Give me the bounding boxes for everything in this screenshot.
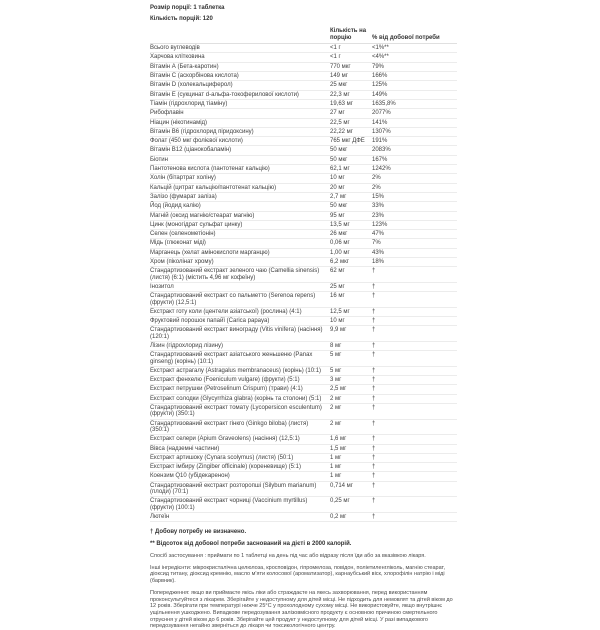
table-row xyxy=(150,513,457,522)
table-row xyxy=(150,109,457,118)
nutrient-name: Холін (бітартрат холіну) xyxy=(150,175,216,182)
nutrient-amount: 16 мг xyxy=(330,293,345,300)
nutrient-amount: 50 мкг xyxy=(330,147,348,154)
nutrient-daily-value: 79% xyxy=(372,63,385,70)
nutrient-daily-value: † xyxy=(372,498,376,505)
nutrient-amount: 13,5 мг xyxy=(330,221,350,228)
nutrient-name: Мідь (глюконат міді) xyxy=(150,240,206,247)
column-header-daily-value: % від добової потреби xyxy=(372,34,440,41)
table-row xyxy=(150,292,457,308)
nutrient-name: Харчова клітковина xyxy=(150,54,205,61)
nutrient-name: Стандартизований екстракт со пальметто (Serenoa repens) (фрукти) (12,5:1) xyxy=(150,293,316,306)
nutrient-amount: 20 мг xyxy=(330,184,345,191)
table-row xyxy=(150,472,457,481)
nutrient-daily-value: † xyxy=(372,342,376,349)
nutrient-name: Стандартизований екстракт чорниці (Vaccinium myrtillus) (фрукти) (100:1) xyxy=(150,498,308,511)
nutrient-name: Стандартизований екстракт томату (Lycopersicon esculentum) (фрукти) (350:1) xyxy=(150,405,322,418)
table-row xyxy=(150,230,457,239)
nutrient-name: Вівса (надземні частини) xyxy=(150,445,220,452)
nutrient-daily-value: † xyxy=(372,482,376,489)
nutrient-name: Стандартизований екстракт азіатського женьшеню (Panax ginseng) (корінь) (10:1) xyxy=(150,352,313,365)
nutrient-amount: 0,714 мг xyxy=(330,482,353,489)
nutrient-daily-value: 167% xyxy=(372,156,388,163)
nutrient-name: Тіамін (гідрохлорид тіаміну) xyxy=(150,100,228,107)
table-row xyxy=(150,81,457,90)
table-row xyxy=(150,342,457,351)
table-row xyxy=(150,202,457,211)
nutrient-name: Всього вуглеводів xyxy=(150,45,200,52)
nutrient-name: Вітамін B12 (ціанокобаламін) xyxy=(150,147,232,154)
nutrient-name: Стандартизований екстракт винограду (Vitis vinifera) (насіння) (120:1) xyxy=(150,327,323,340)
nutrient-daily-value: 1242% xyxy=(372,166,391,173)
nutrient-daily-value: 47% xyxy=(372,231,385,238)
table-row xyxy=(150,385,457,394)
nutrient-amount: 95 мг xyxy=(330,212,345,219)
nutrient-amount: <1 г xyxy=(330,45,341,52)
nutrient-amount: 770 мкг xyxy=(330,63,351,70)
nutrient-amount: 2 мг xyxy=(330,405,342,412)
nutrient-daily-value: 166% xyxy=(372,73,388,80)
nutrient-amount: 27 мг xyxy=(330,110,345,117)
nutrient-daily-value: † xyxy=(372,464,376,471)
table-row xyxy=(150,212,457,221)
serving-size: Розмір порції: 1 таблетка xyxy=(150,5,225,11)
nutrient-amount: 2 мг xyxy=(330,395,342,402)
nutrient-table xyxy=(150,44,457,522)
nutrient-amount: 2,5 мг xyxy=(330,386,347,393)
nutrient-name: Хром (піколінат хрому) xyxy=(150,259,214,266)
nutrient-amount: 5 мг xyxy=(330,367,342,374)
table-row xyxy=(150,367,457,376)
table-row xyxy=(150,267,457,283)
table-row xyxy=(150,454,457,463)
nutrient-daily-value: † xyxy=(372,367,376,374)
nutrient-daily-value: † xyxy=(372,395,376,402)
table-row xyxy=(150,395,457,404)
nutrient-daily-value: † xyxy=(372,454,376,461)
nutrient-name: Селен (селенометіонін) xyxy=(150,231,216,238)
table-row xyxy=(150,258,457,267)
nutrient-amount: 3 мг xyxy=(330,377,342,384)
table-row xyxy=(150,445,457,454)
nutrient-name: Лютеїн xyxy=(150,513,170,520)
servings-per-container: Кількість порцій: 120 xyxy=(150,16,213,22)
nutrient-daily-value: 2% xyxy=(372,184,381,191)
nutrient-daily-value: 2077% xyxy=(372,110,391,117)
nutrient-name: Ніацин (нікотинамід) xyxy=(150,119,208,126)
column-header-amount: Кількість на порцію xyxy=(330,28,367,41)
supplement-facts-panel xyxy=(150,5,457,630)
nutrient-amount: 149 мг xyxy=(330,73,348,80)
table-row xyxy=(150,482,457,498)
nutrient-daily-value: † xyxy=(372,318,376,325)
nutrient-daily-value: 125% xyxy=(372,82,388,89)
table-row xyxy=(150,91,457,100)
nutrient-daily-value: 7% xyxy=(372,240,381,247)
table-row xyxy=(150,376,457,385)
nutrient-daily-value: 149% xyxy=(372,91,388,98)
nutrient-name: Екстракт фенхелю (Foeniculum vulgare) (фрукти) (5:1) xyxy=(150,377,300,384)
table-row xyxy=(150,119,457,128)
nutrient-amount: 22,5 мг xyxy=(330,119,350,126)
table-row xyxy=(150,44,457,53)
table-row xyxy=(150,463,457,472)
nutrient-amount: 8 мг xyxy=(330,342,342,349)
table-row xyxy=(150,53,457,62)
nutrient-name: Вітамін D (холекальциферол) xyxy=(150,82,233,89)
nutrient-amount: 765 мкг ДФЕ xyxy=(330,138,365,145)
table-row xyxy=(150,184,457,193)
nutrient-daily-value: 33% xyxy=(372,203,385,210)
table-row xyxy=(150,308,457,317)
nutrient-daily-value: † xyxy=(372,420,376,427)
nutrient-name: Марганець (хелат амінокислоти марганцю) xyxy=(150,249,270,256)
info-paragraph: Спосіб застосування : приймати по 1 таблетці на день під час або відразу після їди або за вказівкою лікаря. xyxy=(150,553,426,559)
nutrient-name: Екстракт готу коли (центели азіатської) (рослина) (4:1) xyxy=(150,308,302,315)
nutrient-daily-value: 141% xyxy=(372,119,388,126)
nutrient-amount: 1,00 мг xyxy=(330,249,350,256)
footnote: † Добову потребу не визначено. xyxy=(150,529,247,536)
nutrient-amount: 2,7 мг xyxy=(330,193,347,200)
nutrient-amount: 1 мг xyxy=(330,473,342,480)
nutrient-amount: 5 мг xyxy=(330,352,342,359)
nutrient-daily-value: 23% xyxy=(372,212,385,219)
nutrient-amount: 1,5 мг xyxy=(330,445,347,452)
table-row xyxy=(150,193,457,202)
nutrient-amount: 10 мг xyxy=(330,318,345,325)
nutrient-name: Фруктовий порошок папайї (Carica papaya) xyxy=(150,318,270,325)
info-paragraphs xyxy=(150,553,457,630)
nutrient-daily-value: † xyxy=(372,377,376,384)
nutrient-amount: 9,9 мг xyxy=(330,327,347,334)
footnotes xyxy=(150,529,457,548)
table-row xyxy=(150,174,457,183)
nutrient-name: Вітамін B6 (гідрохлорид піридоксину) xyxy=(150,128,254,135)
info-paragraph: Попередження: якщо ви приймаєте якісь ліки або страждаєте на якесь захворювання, перед використанням проконсультуйтеся з лікарем. Зберігайте у недоступному для дітей місці. Не підходить для немовлят та дітей віком до 12 років. Зберігати при температурі нижче 25°C у прохолодному сухому місці. Не використовуйте, якщо внутрішнє ущільнення ушкоджено. Випадкове передозування залізовмісного продукту є основною причиною смертельного отруєння у дітей віком до 6 років. Зберігайте цей продукт у недоступному для дітей місці. У разі випадкового передозування негайно зверніться до лікаря чи токсикологічного центру. xyxy=(150,589,453,630)
nutrient-amount: 62,1 мг xyxy=(330,166,350,173)
table-header-row xyxy=(150,28,457,44)
nutrient-amount: 62 мг xyxy=(330,268,345,275)
nutrient-name: Екстракт петрушки (Petroselinum Crispum) (трави) (4:1) xyxy=(150,386,303,393)
table-row xyxy=(150,128,457,137)
nutrient-name: Пантотенова кислота (пантотенат кальцію) xyxy=(150,166,270,173)
nutrient-daily-value: 43% xyxy=(372,249,385,256)
table-row xyxy=(150,165,457,174)
nutrient-daily-value: <1%** xyxy=(372,45,389,52)
nutrient-name: Екстракт астрагалу (Astragalus membranaceus) (корінь) (10:1) xyxy=(150,367,322,374)
nutrient-daily-value: † xyxy=(372,283,376,290)
nutrient-name: Вітамін Е (сукцинат d-альфа-токоферилової кислоти) xyxy=(150,91,299,98)
nutrient-daily-value: 123% xyxy=(372,221,388,228)
nutrient-name: Екстракт імбиру (Zingiber officinale) (кореневище) (5:1) xyxy=(150,464,302,471)
nutrient-daily-value: 191% xyxy=(372,138,388,145)
nutrient-amount: 1,6 мг xyxy=(330,436,347,443)
nutrient-daily-value: † xyxy=(372,352,376,359)
table-row xyxy=(150,72,457,81)
nutrient-amount: 0,06 мг xyxy=(330,240,350,247)
nutrient-name: Лізин (гідрохлорид лізину) xyxy=(150,342,223,349)
nutrient-daily-value: <4%** xyxy=(372,54,389,61)
table-row xyxy=(150,137,457,146)
nutrient-name: Йод (йодид калію) xyxy=(150,203,201,210)
nutrient-daily-value: 2083% xyxy=(372,147,391,154)
nutrient-amount: 50 мкг xyxy=(330,203,348,210)
table-row xyxy=(150,351,457,367)
nutrient-amount: 10 мг xyxy=(330,175,345,182)
nutrient-name: Біотин xyxy=(150,156,168,163)
table-row xyxy=(150,435,457,444)
nutrient-amount: 22,22 мг xyxy=(330,128,353,135)
nutrient-daily-value: † xyxy=(372,327,376,334)
nutrient-name: Вітамін А (Бета-каротин) xyxy=(150,63,219,70)
nutrient-daily-value: † xyxy=(372,308,376,315)
table-row xyxy=(150,404,457,420)
nutrient-name: Екстракт селери (Apium Graveolens) (насіння) (12,5:1) xyxy=(150,436,300,443)
nutrient-daily-value: † xyxy=(372,436,376,443)
table-row xyxy=(150,221,457,230)
info-paragraph: Інші інгредієнти: мікрокристалічна целюлоза, кросповідон, гіпромелоза, повідон, поліетиленгліколь, магнію стеарат, діоксид титану, діоксид кремнію, масло м'яти колосової (ароматизатор), карнаубський віск, хлорофілін натрію і міді (барвник). xyxy=(150,564,445,585)
nutrient-name: Інозитол xyxy=(150,283,174,290)
table-row xyxy=(150,283,457,292)
nutrient-amount: 1 мг xyxy=(330,454,342,461)
nutrient-name: Екстракт солодки (Glycyrrhiza glabra) (корінь та столони) (5:1) xyxy=(150,395,322,402)
nutrient-name: Залізо (фумарат заліза) xyxy=(150,193,217,200)
nutrient-amount: 0,2 мг xyxy=(330,513,347,520)
table-row xyxy=(150,249,457,258)
nutrient-daily-value: † xyxy=(372,513,376,520)
nutrient-amount: 22,3 мг xyxy=(330,91,350,98)
nutrient-name: Фолат (450 мкг фолієвої кислоти) xyxy=(150,138,243,145)
table-row xyxy=(150,63,457,72)
nutrient-name: Рибофлавін xyxy=(150,110,184,117)
footnote: ** Відсоток від добової потреби заснований на дієті в 2000 калорій. xyxy=(150,541,352,548)
table-row xyxy=(150,146,457,155)
nutrient-daily-value: 1307% xyxy=(372,128,391,135)
nutrient-daily-value: 2% xyxy=(372,175,381,182)
nutrient-amount: 25 мкг xyxy=(330,82,348,89)
nutrient-amount: 2 мг xyxy=(330,420,342,427)
nutrient-name: Коензим Q10 (убідекаренон) xyxy=(150,473,230,480)
nutrient-daily-value: † xyxy=(372,386,376,393)
nutrient-amount: 19,63 мг xyxy=(330,100,353,107)
nutrient-amount: 12,5 мг xyxy=(330,308,350,315)
nutrient-name: Стандартизований екстракт гінкго (Ginkgo biloba) (листя) (350:1) xyxy=(150,420,309,433)
nutrient-amount: 25 мг xyxy=(330,283,345,290)
nutrient-amount: 50 мкг xyxy=(330,156,348,163)
nutrient-daily-value: † xyxy=(372,268,376,275)
nutrient-daily-value: 1635,8% xyxy=(372,100,396,107)
nutrient-daily-value: 18% xyxy=(372,259,385,266)
nutrient-amount: <1 г xyxy=(330,54,341,61)
nutrient-daily-value: † xyxy=(372,473,376,480)
nutrient-name: Магній (оксид магнію/стеарат магнію) xyxy=(150,212,255,219)
nutrient-amount: 0,25 мг xyxy=(330,498,350,505)
nutrient-daily-value: 15% xyxy=(372,193,385,200)
nutrient-amount: 26 мкг xyxy=(330,231,348,238)
table-row xyxy=(150,100,457,109)
nutrient-daily-value: † xyxy=(372,445,376,452)
nutrient-amount: 1 мг xyxy=(330,464,342,471)
table-row xyxy=(150,420,457,436)
table-row xyxy=(150,156,457,165)
nutrient-name: Кальцій (цитрат кальцію/пантотенат кальцію) xyxy=(150,184,277,191)
nutrient-name: Стандартизований екстракт зеленого чаю (Camellia sinensis) (листя) (6:1) (містить 4,96 мг кофеїну) xyxy=(150,268,320,281)
table-row xyxy=(150,326,457,342)
nutrient-daily-value: † xyxy=(372,293,376,300)
table-row xyxy=(150,497,457,513)
nutrient-name: Вітамін С (аскорбінова кислота) xyxy=(150,73,239,80)
nutrient-name: Цинк (моногідрат сульфат цинку) xyxy=(150,221,243,228)
nutrient-name: Стандартизований екстракт розторопші (Silybum marianum) (плоди) (70:1) xyxy=(150,482,317,496)
table-row xyxy=(150,239,457,248)
nutrient-name: Екстракт артишоку (Cynara scolymus) (листя) (50:1) xyxy=(150,454,294,461)
table-row xyxy=(150,317,457,326)
nutrient-daily-value: † xyxy=(372,405,376,412)
nutrient-amount: 6,2 мкг xyxy=(330,259,349,266)
